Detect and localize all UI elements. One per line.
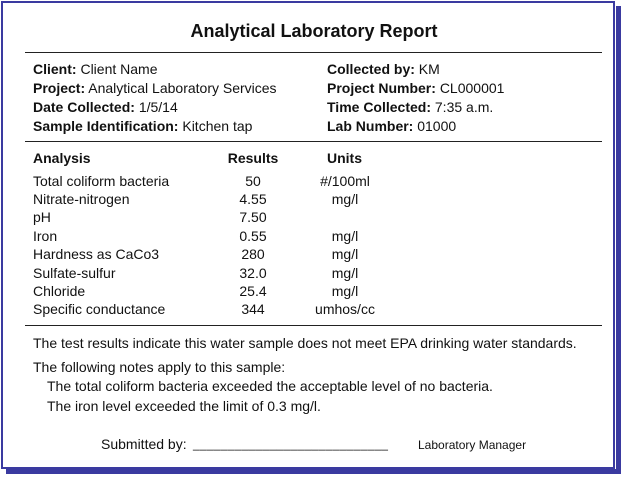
row-unit: mg/l (331, 246, 359, 262)
row-unit: umhos/cc (315, 301, 375, 317)
row-result: 32.0 (239, 265, 267, 281)
row-result: 280 (241, 246, 265, 262)
note-item: The iron level exceeded the limit of 0.3 mg/l. (47, 398, 321, 414)
project-value: Analytical Laboratory Services (88, 80, 277, 96)
title-divider (25, 52, 602, 53)
collected-by-value: KM (418, 61, 440, 77)
row-result: 4.55 (239, 191, 267, 207)
row-analysis: Chloride (33, 283, 86, 299)
report-title: Analytical Laboratory Report (190, 21, 438, 41)
row-analysis: Iron (33, 228, 58, 244)
date-collected-field (33, 98, 178, 116)
row-result: 50 (245, 173, 261, 189)
frame-shadow-right (616, 6, 621, 474)
row-analysis: Nitrate-nitrogen (33, 191, 130, 207)
sample-id-value: Kitchen tap (182, 118, 253, 134)
project-number-value: CL000001 (439, 80, 505, 96)
row-result: 25.4 (239, 283, 267, 299)
date-collected-value: 1/5/14 (138, 99, 178, 115)
project-label: Project: (33, 80, 86, 96)
sample-id-field (33, 117, 252, 135)
signature-line: ____________________________ (193, 437, 389, 451)
col-header-units: Units (327, 150, 362, 166)
row-analysis: Hardness as CaCo3 (33, 246, 160, 262)
row-unit: mg/l (331, 265, 359, 281)
row-result: 344 (241, 301, 265, 317)
row-analysis: Total coliform bacteria (33, 173, 170, 189)
time-collected-field (327, 98, 493, 116)
time-collected-value: 7:35 a.m. (434, 99, 494, 115)
row-analysis: pH (33, 209, 51, 225)
row-analysis: Specific conductance (33, 301, 166, 317)
note-item: The total coliform bacteria exceeded the acceptable level of no bacteria. (47, 378, 493, 394)
collected-by-field (327, 60, 440, 78)
frame-shadow-bottom (6, 469, 621, 474)
client-field (33, 60, 157, 78)
col-header-results: Results (227, 150, 279, 166)
row-analysis: Sulfate-sulfur (33, 265, 116, 281)
row-result: 7.50 (239, 209, 267, 225)
time-collected-label: Time Collected: (327, 99, 431, 115)
client-label: Client: (33, 61, 77, 77)
lab-number-value: 01000 (417, 118, 457, 134)
lab-number-field (327, 117, 456, 135)
row-unit: mg/l (331, 228, 359, 244)
signature-role: Laboratory Manager (418, 438, 527, 452)
lab-number-label: Lab Number: (327, 118, 414, 134)
row-result: 0.55 (239, 228, 267, 244)
date-collected-label: Date Collected: (33, 99, 135, 115)
col-header-analysis: Analysis (33, 150, 91, 166)
project-number-label: Project Number: (327, 80, 436, 96)
row-unit: #/100ml (320, 173, 370, 189)
sample-id-label: Sample Identification: (33, 118, 179, 134)
signature-label: Submitted by: (101, 436, 187, 452)
header-divider (25, 141, 602, 142)
row-unit: mg/l (331, 283, 359, 299)
project-number-field (327, 79, 504, 97)
notes-intro: The following notes apply to this sample: (33, 359, 286, 375)
project-field (33, 79, 277, 97)
client-value: Client Name (80, 61, 158, 77)
table-divider (25, 325, 602, 326)
collected-by-label: Collected by: (327, 61, 415, 77)
row-unit: mg/l (331, 191, 359, 207)
conclusion-text: The test results indicate this water sample does not meet EPA drinking water standards. (33, 335, 577, 351)
